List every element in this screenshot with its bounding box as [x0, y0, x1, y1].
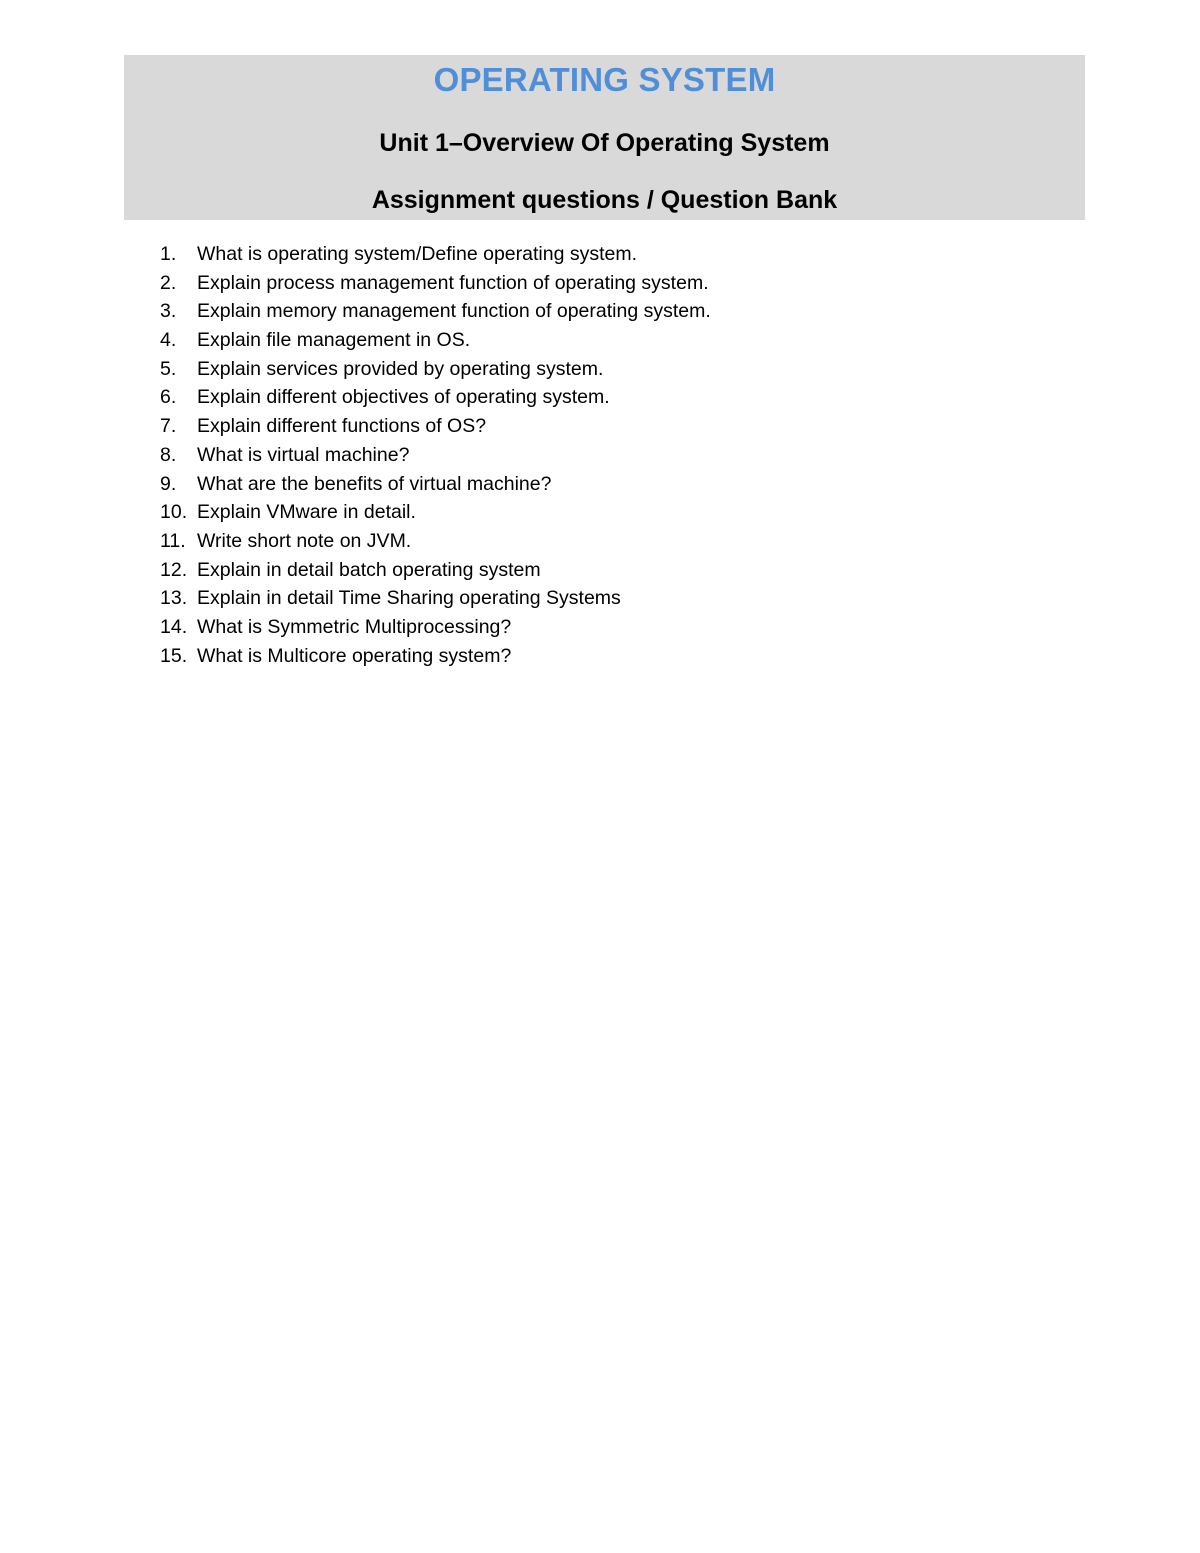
question-text: What is Multicore operating system? [197, 644, 512, 667]
question-text: What is operating system/Define operating system. [197, 243, 638, 265]
question-number: 11. [160, 529, 186, 552]
question-text: Write short note on JVM. [197, 529, 412, 552]
question-number: 12. [160, 558, 188, 581]
question-number: 6. [160, 386, 177, 409]
question-text: What are the benefits of virtual machine? [197, 472, 552, 495]
question-text: Explain process management function of operating system. [197, 271, 709, 294]
question-number: 5. [160, 357, 177, 380]
question-text: What is virtual machine? [197, 443, 410, 466]
question-number: 9. [160, 472, 177, 495]
question-text: Explain in detail batch operating system [197, 558, 541, 581]
question-item [160, 297, 711, 326]
question-text: Explain in detail Time Sharing operating Systems [197, 587, 621, 610]
question-list [160, 240, 711, 670]
question-item [160, 470, 711, 499]
question-number: 15. [160, 644, 188, 667]
question-number: 4. [160, 329, 177, 352]
question-item [160, 613, 711, 642]
question-item [160, 556, 711, 585]
question-text: Explain VMware in detail. [197, 501, 416, 524]
question-text: Explain services provided by operating system. [197, 357, 604, 380]
question-item [160, 642, 711, 671]
question-item [160, 441, 711, 470]
question-text: Explain file management in OS. [197, 329, 471, 352]
question-number: 7. [160, 415, 177, 438]
question-number: 13. [160, 587, 188, 610]
document-title: OPERATING SYSTEM [433, 61, 776, 98]
question-text: Explain different objectives of operating system. [197, 386, 610, 409]
question-item [160, 584, 711, 613]
question-text: Explain memory management function of operating system. [197, 300, 711, 323]
question-number: 8. [160, 443, 177, 466]
question-number: 14. [160, 615, 188, 638]
document-header [124, 55, 1085, 220]
question-item [160, 383, 711, 412]
section-title: Assignment questions / Question Bank [371, 186, 838, 214]
question-number: 10. [160, 501, 188, 524]
question-item [160, 355, 711, 384]
question-item [160, 527, 711, 556]
question-item [160, 498, 711, 527]
unit-title: Unit 1–Overview Of Operating System [379, 129, 830, 157]
question-item [160, 412, 711, 441]
question-item [160, 269, 711, 298]
question-number: 3. [160, 300, 177, 323]
question-number: 1. [160, 243, 177, 265]
question-item [160, 240, 711, 269]
question-text: Explain different functions of OS? [197, 415, 487, 438]
question-text: What is Symmetric Multiprocessing? [197, 615, 512, 638]
question-number: 2. [160, 271, 177, 294]
question-item [160, 326, 711, 355]
